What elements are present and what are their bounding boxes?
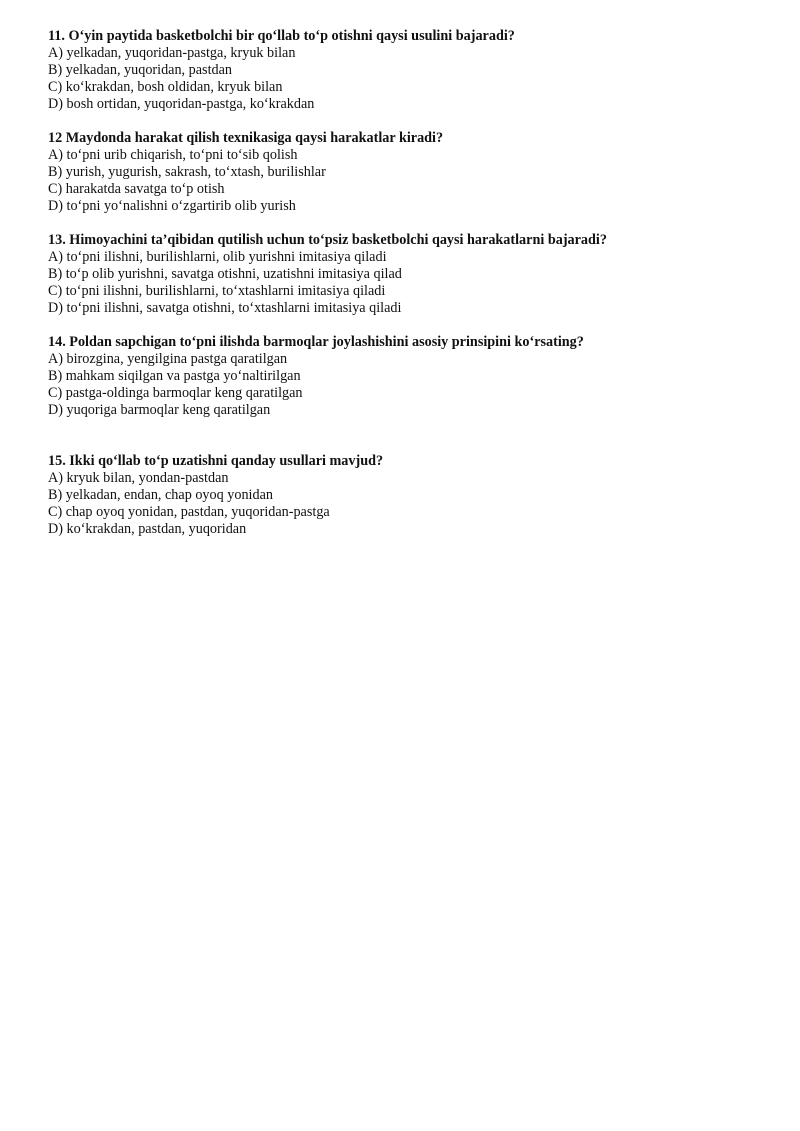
question-13 xyxy=(48,232,768,317)
answer-option-c: C) chap oyoq yonidan, pastdan, yuqoridan-pastga xyxy=(48,504,330,520)
question-title: 12 Maydonda harakat qilish texnikasiga qaysi harakatlar kiradi? xyxy=(48,130,444,146)
answer-option-a: A) kryuk bilan, yondan-pastdan xyxy=(48,470,229,486)
question-14 xyxy=(48,334,768,419)
question-11 xyxy=(48,28,768,113)
question-title: 15. Ikki qo‘llab to‘p uzatishni qanday usullari mavjud? xyxy=(48,453,384,469)
answer-option-b: B) yurish, yugurish, sakrash, to‘xtash, burilishlar xyxy=(48,164,326,180)
question-12 xyxy=(48,130,768,215)
answer-option-c: C) to‘pni ilishni, burilishlarni, to‘xtashlarni imitasiya qiladi xyxy=(48,283,386,299)
answer-option-a: A) to‘pni urib chiqarish, to‘pni to‘sib qolish xyxy=(48,147,298,163)
answer-option-b: B) yelkadan, yuqoridan, pastdan xyxy=(48,62,232,78)
spacer xyxy=(48,215,768,232)
document-page xyxy=(48,28,768,538)
answer-option-d: D) to‘pni yo‘nalishni o‘zgartirib olib yurish xyxy=(48,198,296,214)
answer-option-d: D) yuqoriga barmoqlar keng qaratilgan xyxy=(48,402,271,418)
answer-option-c: C) ko‘krakdan, bosh oldidan, kryuk bilan xyxy=(48,79,283,95)
answer-option-a: A) yelkadan, yuqoridan-pastga, kryuk bilan xyxy=(48,45,296,61)
answer-option-b: B) mahkam siqilgan va pastga yo‘naltirilgan xyxy=(48,368,301,384)
answer-option-c: C) harakatda savatga to‘p otish xyxy=(48,181,225,197)
answer-option-d: D) ko‘krakdan, pastdan, yuqoridan xyxy=(48,521,247,537)
spacer xyxy=(48,317,768,334)
answer-option-d: D) bosh ortidan, yuqoridan-pastga, ko‘krakdan xyxy=(48,96,315,112)
question-title: 14. Poldan sapchigan to‘pni ilishda barmoqlar joylashishini asosiy prinsipini ko‘rsating? xyxy=(48,334,584,350)
spacer xyxy=(48,419,768,453)
question-15 xyxy=(48,453,768,538)
answer-option-b: B) to‘p olib yurishni, savatga otishni, uzatishni imitasiya qilad xyxy=(48,266,402,282)
answer-option-a: A) to‘pni ilishni, burilishlarni, olib yurishni imitasiya qiladi xyxy=(48,249,387,265)
answer-option-c: C) pastga-oldinga barmoqlar keng qaratilgan xyxy=(48,385,303,401)
question-title: 13. Himoyachini ta’qibidan qutilish uchun to‘psiz basketbolchi qaysi harakatlarni bajaradi? xyxy=(48,232,607,248)
question-title: 11. O‘yin paytida basketbolchi bir qo‘llab to‘p otishni qaysi usulini bajaradi? xyxy=(48,28,515,44)
answer-option-a: A) birozgina, yengilgina pastga qaratilgan xyxy=(48,351,288,367)
spacer xyxy=(48,113,768,130)
answer-option-d: D) to‘pni ilishni, savatga otishni, to‘xtashlarni imitasiya qiladi xyxy=(48,300,402,316)
answer-option-b: B) yelkadan, endan, chap oyoq yonidan xyxy=(48,487,273,503)
